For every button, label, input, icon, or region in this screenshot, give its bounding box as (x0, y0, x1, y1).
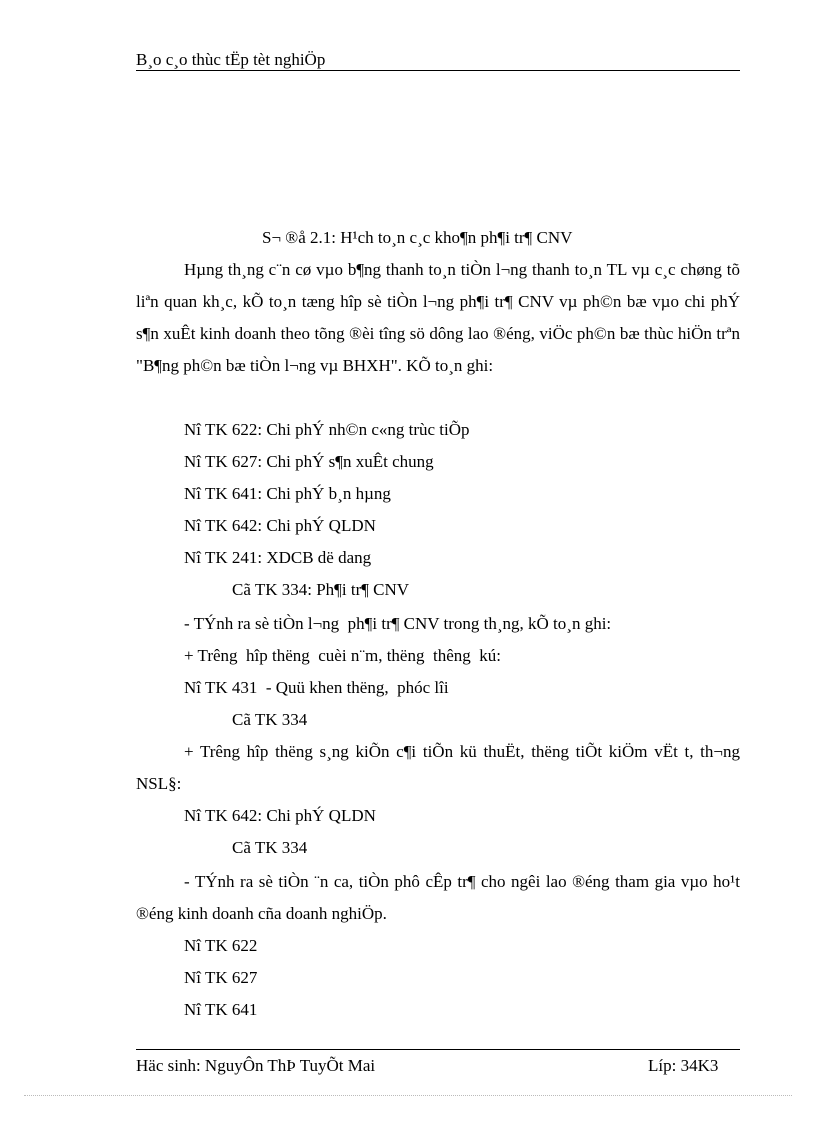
entry-debit-642-b: Nî TK 642: Chi phÝ QLDN (184, 806, 376, 825)
entry-debit-641: Nî TK 641: Chi phÝ b¸n hµng (184, 484, 391, 503)
bullet-bonus: + Trêng hîp thëng cuèi n¨m, thëng thêng kú: (184, 646, 501, 665)
entry-debit-431: Nî TK 431 - Quü khen thëng, phóc lîi (184, 678, 449, 697)
paragraph-2: + Trêng hîp thëng s¸ng kiÕn c¶i tiÕn kü thuËt, thëng tiÕt kiÖm vËt t, th¬ng NSL§: (136, 742, 740, 793)
entry-debit-642: Nî TK 642: Chi phÝ QLDN (184, 516, 376, 535)
entry-credit-334-b: Cã TK 334 (232, 710, 308, 729)
entry-debit-627: Nî TK 627: Chi phÝ s¶n xuÊt chung (184, 452, 434, 471)
footer-class: Líp: 34K3 (648, 1056, 719, 1075)
entry-debit-241: Nî TK 241: XDCB dë dang (184, 548, 372, 567)
page-edge-divider (24, 1095, 792, 1096)
paragraph-3: - TÝnh ra sè tiÒn ¨n ca, tiÒn phô cÊp tr¶ cho ngêi lao ®éng tham gia vµo ho¹t ®éng kinh doanh cña doanh nghiÖp. (136, 872, 740, 923)
figure-caption: S¬ ®å 2.1: H¹ch to¸n c¸c kho¶n ph¶i tr¶ CNV (262, 228, 573, 247)
entry-credit-334: Cã TK 334: Ph¶i tr¶ CNV (232, 580, 410, 599)
entry-debit-622: Nî TK 622: Chi phÝ nh©n c«ng trùc tiÕp (184, 420, 470, 439)
entry-debit-622-b: Nî TK 622 (184, 936, 258, 955)
bullet-salary: - TÝnh ra sè tiÒn l¬ng ph¶i tr¶ CNV trong th¸ng, kÕ to¸n ghi: (184, 614, 612, 633)
entry-credit-334-c: Cã TK 334 (232, 838, 308, 857)
entry-debit-627-b: Nî TK 627 (184, 968, 258, 987)
entry-debit-641-b: Nî TK 641 (184, 1000, 258, 1019)
footer-student: Häc sinh: NguyÔn ThÞ TuyÕt Mai (136, 1056, 376, 1075)
footer-rule (136, 1049, 740, 1050)
paragraph-1: Hµng th¸ng c¨n cø vµo b¶ng thanh to¸n tiÒn l¬ng thanh to¸n TL vµ c¸c chøng tõ liªn quan kh¸c, kÕ to¸n tæng hîp sè tiÒn l¬ng ph¶i tr¶ CNV vµ ph©n bæ vµo chi phÝ s¶n xuÊt kinh doanh theo tõng ®èi tîng sö dông lao ®éng, viÖc ph©n bæ thùc hiÖn trªn "B¶ng ph©n bæ tiÒn l¬ng vµ BHXH". KÕ to¸n ghi: (136, 260, 740, 375)
header-title: B¸o c¸o thùc tËp tèt nghiÖp (136, 50, 326, 69)
header-rule (136, 70, 740, 71)
